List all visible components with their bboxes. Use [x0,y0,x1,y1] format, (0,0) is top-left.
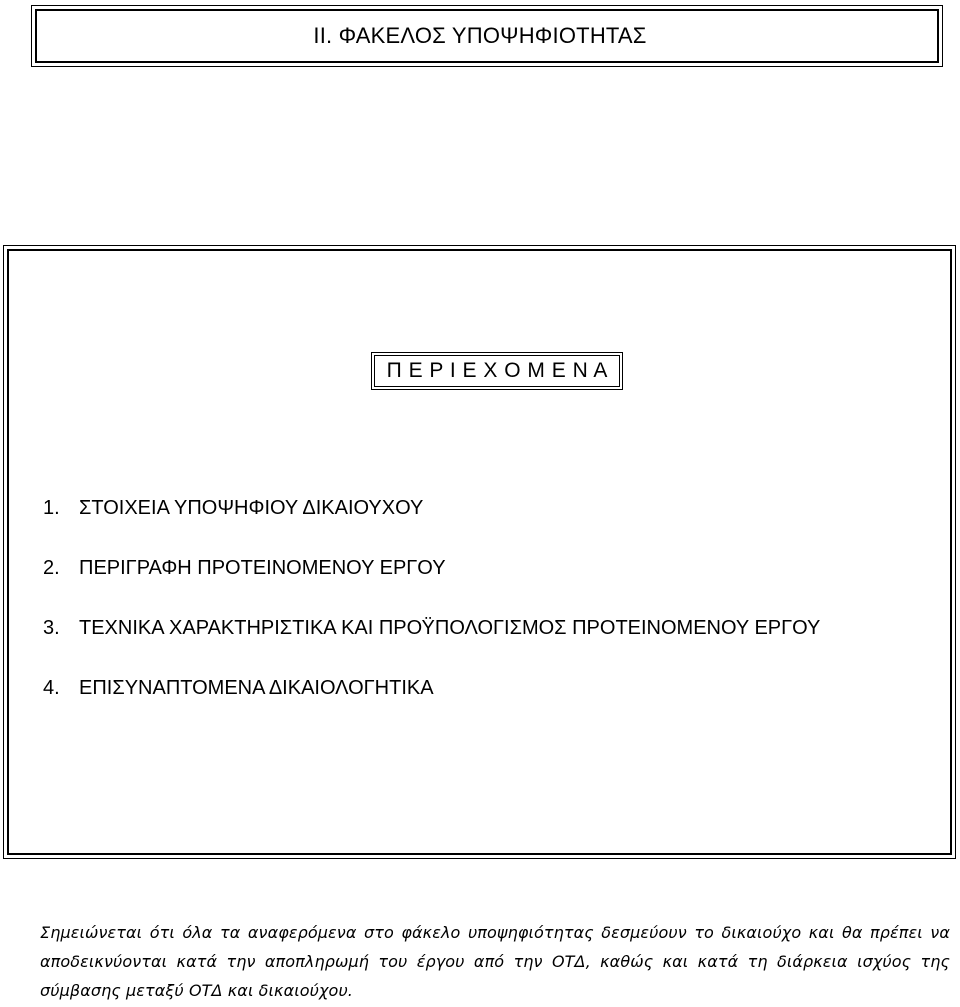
toc-item [43,557,446,580]
contents-box-inner [7,249,952,855]
toc-item-number: 3. [43,617,60,639]
toc-item [43,497,423,520]
toc-item-label: ΤΕΧΝΙΚΑ ΧΑΡΑΚΤΗΡΙΣΤΙΚΑ ΚΑΙ ΠΡΟΫΠΟΛΟΓΙΣΜΟΣ ΠΡΟΤΕΙΝΟΜΕΝΟΥ ΕΡΓΟΥ [79,617,821,639]
toc-item-number: 4. [43,677,60,699]
toc-item-number: 1. [43,497,60,519]
toc-item-number: 2. [43,557,60,579]
contents-heading: Π Ε Ρ Ι Ε Χ Ο Μ Ε Ν Α [374,355,620,387]
toc-item [43,677,434,700]
page-title: II. ΦΑΚΕΛΟΣ ΥΠΟΨΗΦΙΟΤΗΤΑΣ [313,23,647,48]
note-paragraph: Σημειώνεται ότι όλα τα αναφερόμενα στο φάκελο υποψηφιότητας δεσμεύουν το δικαιούχο και θα πρέπει να αποδεικνύονται κατά την αποπληρωμή του έργου από την ΟΤΔ, καθώς και κατά τη διάρκεια ισχύος της σύμβασης μεταξύ ΟΤΔ και δικαιούχου. [40,923,950,1000]
toc-item-label: ΕΠΙΣΥΝΑΠΤΟΜΕΝΑ ΔΙΚΑΙΟΛΟΓΗΤΙΚΑ [79,677,434,699]
contents-heading-box [371,352,623,390]
title-box [31,5,943,67]
contents-box [3,245,956,859]
toc-item-label: ΣΤΟΙΧΕΙΑ ΥΠΟΨΗΦΙΟΥ ΔΙΚΑΙΟΥΧΟΥ [79,497,424,519]
toc-item-label: ΠΕΡΙΓΡΑΦΗ ΠΡΟΤΕΙΝΟΜΕΝΟΥ ΕΡΓΟΥ [79,557,446,579]
title-box-inner [35,9,939,63]
toc-item [43,617,820,640]
